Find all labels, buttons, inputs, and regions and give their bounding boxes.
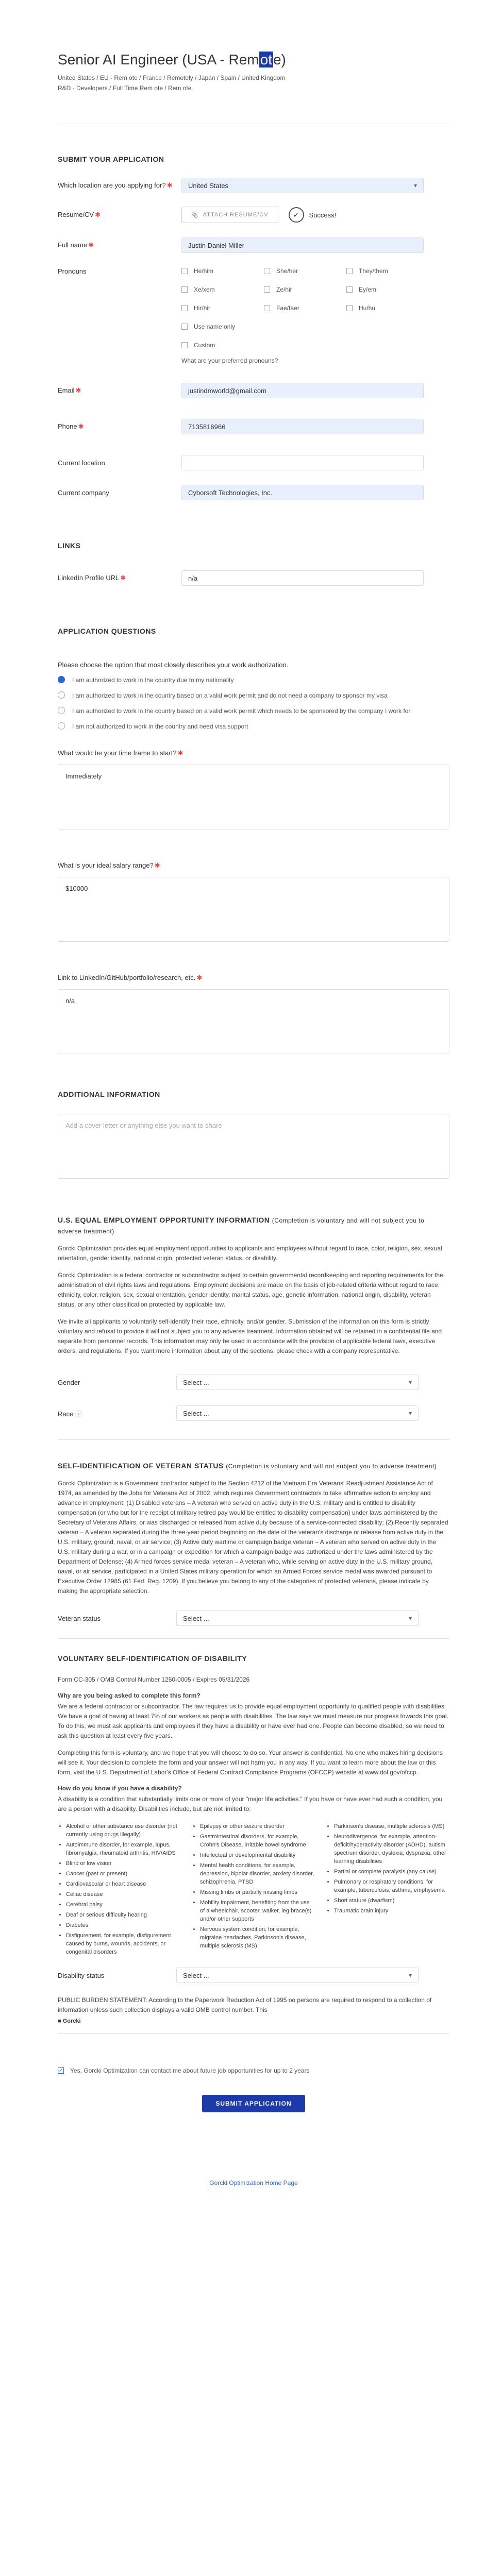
work-auth-option[interactable]: I am authorized to work in the country based on a valid work permit and do not need a company to sponsor my visa bbox=[58, 691, 449, 700]
disability-item: • Diabetes bbox=[66, 1921, 181, 1929]
divider bbox=[58, 1439, 449, 1440]
email-input[interactable]: justindmworld@gmail.com bbox=[181, 383, 424, 398]
disability-item: • Gastrointestinal disorders, for example, Crohn's Disease, irritable bowel syndrome bbox=[200, 1833, 315, 1849]
disability-item: • Missing limbs or partially missing limbs bbox=[200, 1888, 315, 1896]
disability-form-line: Form CC-305 / OMB Control Number 1250-0005 / Expires 05/31/2026 bbox=[58, 1676, 250, 1683]
pronoun-option[interactable]: Ze/hir bbox=[264, 286, 346, 293]
phone-input[interactable]: 7135816966 bbox=[181, 419, 424, 434]
divider bbox=[58, 1638, 449, 1639]
chevron-down-icon: ▾ bbox=[413, 182, 417, 189]
gender-label: Gender bbox=[58, 1378, 80, 1386]
footer bbox=[58, 2179, 449, 2187]
salary-answer[interactable]: $10000 bbox=[58, 877, 449, 942]
salary-question: What is your ideal salary range? ✱ bbox=[58, 861, 160, 869]
divider bbox=[58, 2033, 449, 2034]
attach-resume-button[interactable]: 📎 ATTACH RESUME/CV bbox=[181, 207, 278, 223]
checkbox[interactable] bbox=[264, 268, 270, 274]
radio-button[interactable] bbox=[58, 722, 65, 730]
checkbox[interactable] bbox=[181, 286, 188, 293]
disability-col-2 bbox=[192, 1822, 315, 1958]
disability-how-text: A disability is a condition that substantially limits one or more of your "major life activities." If you have or have ever had such a condition, you are a person with a disability. Disabilities include, but are not limited to: bbox=[58, 1795, 443, 1812]
disability-item: • Alcohol or other substance use disorder (not currently using drugs illegally) bbox=[66, 1822, 181, 1839]
work-auth-options bbox=[58, 676, 449, 731]
resume-label: Resume/CV ✱ bbox=[58, 211, 101, 218]
section-title-veteran: SELF-IDENTIFICATION OF VETERAN STATUS (Completion is voluntary and will not subject you to adverse treatment) bbox=[58, 1462, 437, 1470]
disability-list bbox=[58, 1822, 449, 1958]
additional-info-input[interactable]: Add a cover letter or anything else you want to share bbox=[58, 1114, 449, 1179]
radio-button[interactable] bbox=[58, 707, 65, 714]
disability-col-3 bbox=[326, 1822, 449, 1958]
section-title-links: LINKS bbox=[58, 541, 81, 550]
chevron-down-icon: ▾ bbox=[408, 1379, 412, 1386]
disability-item: • Disfigurement, for example, disfigurement caused by burns, wounds, accidents, or congenital disorders bbox=[66, 1931, 181, 1956]
disability-item: • Nervous system condition, for example, migraine headaches, Parkinson's disease, multiple sclerosis (MS) bbox=[200, 1925, 315, 1950]
pronoun-option[interactable]: He/him bbox=[181, 267, 264, 275]
disability-item: • Parkinson's disease, multiple sclerosis (MS) bbox=[334, 1822, 449, 1831]
disability-status-select[interactable]: Select ... ▾ bbox=[176, 1968, 419, 1983]
section-title-eeo: U.S. EQUAL EMPLOYMENT OPPORTUNITY INFORMATION (Completion is voluntary and will not subject you to adverse treatment) bbox=[58, 1216, 425, 1235]
pronoun-option[interactable]: Xe/xem bbox=[181, 286, 264, 293]
veteran-status-select[interactable]: Select ... ▾ bbox=[176, 1611, 419, 1626]
job-departments: R&D - Developers / Full Time Rem ote / Rem ote bbox=[58, 84, 192, 92]
pronoun-options bbox=[181, 267, 429, 312]
eeo-para-2: Gorcki Optimization is a federal contractor or subcontractor subject to certain governmental recordkeeping and reporting requirements for the administration of civil rights laws and regulations. Employment decisions are made on the basis of job-related criteria without regard to race, ethnicity, color, religion, sex, sexual orientation, gender identity, marital status, age, genetic information, national origin, disability, veteran status, or any other classification protected by applicable law. bbox=[58, 1272, 443, 1308]
eeo-para-1: Gorcki Optimization provides equal employment opportunities to applicants and employees without regard to race, color, religion, sex, sexual orientation, gender identity, national origin, protected veteran status, or disability. bbox=[58, 1245, 442, 1262]
pronoun-option[interactable]: Hu/hu bbox=[346, 304, 429, 312]
work-auth-question: Please choose the option that most closely describes your work authorization. bbox=[58, 661, 289, 669]
checkbox[interactable] bbox=[346, 305, 353, 311]
linkedin-input[interactable]: n/a bbox=[181, 570, 424, 586]
pronouns-group bbox=[181, 267, 429, 364]
pronoun-option[interactable]: She/her bbox=[264, 267, 346, 275]
checkbox[interactable] bbox=[181, 268, 188, 274]
disability-item: • Celiac disease bbox=[66, 1890, 181, 1899]
disability-item: • Cancer (past or present) bbox=[66, 1870, 181, 1878]
resume-success: ✓ Success! bbox=[289, 207, 337, 223]
work-auth-option[interactable]: I am authorized to work in the country due to my nationality bbox=[58, 676, 449, 684]
disability-item: • Cardiovascular or heart disease bbox=[66, 1880, 181, 1888]
disability-item: • Traumatic brain injury bbox=[334, 1907, 449, 1915]
portfolio-answer[interactable]: n/a bbox=[58, 989, 449, 1054]
pronoun-custom[interactable]: Custom bbox=[181, 342, 429, 349]
checkbox[interactable] bbox=[181, 342, 188, 348]
checkbox[interactable] bbox=[264, 286, 270, 293]
work-auth-option[interactable]: I am authorized to work in the country based on a valid work permit which needs to be sponsored by the company I work for bbox=[58, 707, 449, 715]
linkedin-label: LinkedIn Profile URL ✱ bbox=[58, 574, 126, 582]
start-question: What would be your time frame to start? ✱ bbox=[58, 749, 183, 757]
pronoun-option[interactable]: Fae/faer bbox=[264, 304, 346, 312]
location-label: Which location are you applying for? ✱ bbox=[58, 181, 173, 189]
section-title-questions: APPLICATION QUESTIONS bbox=[58, 627, 156, 635]
chevron-down-icon: ▾ bbox=[408, 1615, 412, 1622]
check-circle-icon: ✓ bbox=[289, 207, 304, 223]
checkbox[interactable] bbox=[181, 324, 188, 330]
disability-item: • Blind or low vision bbox=[66, 1859, 181, 1868]
submit-row bbox=[58, 2095, 449, 2112]
pronoun-name-only[interactable]: Use name only bbox=[181, 323, 429, 330]
veteran-status-label: Veteran status bbox=[58, 1614, 101, 1622]
disability-item: • Mobility impairment, benefiting from the use of a wheelchair, scooter, walker, leg brace(s) and/or other supports bbox=[200, 1899, 315, 1923]
info-icon[interactable]: ⓘ bbox=[75, 1410, 82, 1418]
disability-item: • Mental health conditions, for example, depression, bipolar disorder, anxiety disorder, schizophrenia, PTSD bbox=[200, 1861, 315, 1886]
pronoun-custom-question: What are your preferred pronouns? bbox=[181, 357, 278, 364]
disability-item: • Intellectual or developmental disability bbox=[200, 1851, 315, 1859]
phone-label: Phone ✱ bbox=[58, 422, 84, 430]
location-select[interactable]: United States ▾ bbox=[181, 178, 424, 193]
radio-button[interactable] bbox=[58, 676, 65, 683]
portfolio-question: Link to LinkedIn/GitHub/portfolio/research, etc. ✱ bbox=[58, 974, 203, 981]
pronoun-option[interactable]: Hir/hir bbox=[181, 304, 264, 312]
consent-text: Yes, Gorcki Optimization can contact me about future job opportunities for up to 2 years bbox=[70, 2067, 310, 2074]
disability-item: • Neurodivergence, for example, attention-deficit/hyperactivity disorder (ADHD), autism spectrum disorder, dyslexia, dyspraxia, other learning disabilities bbox=[334, 1833, 449, 1866]
eeo-para-3: We invite all applicants to voluntarily self-identify their race, ethnicity, and/or gender. Submission of the information on this form is strictly voluntary and refusal to provide it will not subject you to any adverse treatment. Information obtained will be retained in a confidential file and separate from personnel records. This information may only be used in accordance with the provision of applicable federal laws, executive orders, and regulations. If you want more information about any of the sections, please check with a company representative. bbox=[58, 1318, 442, 1354]
radio-button[interactable] bbox=[58, 691, 65, 699]
checkbox[interactable] bbox=[346, 268, 353, 274]
current-location-label: Current location bbox=[58, 459, 105, 467]
job-title-suffix: e) bbox=[273, 52, 286, 67]
email-label: Email ✱ bbox=[58, 386, 81, 394]
checkbox[interactable] bbox=[181, 305, 188, 311]
disability-item: • Autoimmune disorder, for example, lupus, fibromyalgia, rheumatoid arthritis, HIV/AIDS bbox=[66, 1841, 181, 1857]
job-locations: United States / EU - Rem ote / France / Remotely / Japan / Spain / United Kingdom bbox=[58, 74, 286, 81]
section-title-disability: VOLUNTARY SELF-IDENTIFICATION OF DISABILITY bbox=[58, 1654, 247, 1663]
current-company-label: Current company bbox=[58, 488, 109, 497]
start-answer[interactable]: Immediately bbox=[58, 765, 449, 829]
pronouns-label: Pronouns bbox=[58, 267, 87, 275]
job-title-text: Senior AI Engineer (USA - Rem bbox=[58, 52, 259, 67]
current-location-input[interactable] bbox=[181, 455, 424, 470]
disability-item: • Short stature (dwarfism) bbox=[334, 1896, 449, 1905]
veteran-para: Gorcki Optimization is a Government contractor subject to the Section 4212 of the Vietnam Era Veterans' Readjustment Assistance Act of 1974, as amended by the Jobs for Veterans Act of 2002, which requires Government contractors to take affirmative action to employ and advance in employment: (1) Disabled veterans – A veteran who served on active duty in the U.S. military and is entitled to disability compensation (or who but for the receipt of military retired pay would be entitled to disability compensation) under laws administered by the Secretary of Veterans Affairs, or was discharged or released from active duty because of a service-connected disability; (2) Recently separated veteran – A veteran separated during the three-year period beginning on the date of the veteran's discharge or release from active duty in the U.S. military, ground, naval, or air service; (3) Active duty wartime or campaign badge veteran – A veteran who served on active duty in the U.S. military during a war, or in a campaign or expedition for which a campaign badge was authorized under the laws administered by the Department of Defense; (4) Armed forces service medal veteran – A veteran who, while serving on active duty in the U.S. military ground, naval, or air service, participated in a United States military operation for which an Armed Forces service medal was awarded pursuant to Executive Order 12985 (61 Fed. Reg. 1209). If you believe you belong to any of the categories of protected veterans, please indicate by making the appropriate selection. bbox=[58, 1480, 448, 1595]
paperclip-icon: 📎 bbox=[191, 212, 199, 218]
check-icon[interactable]: ✓ bbox=[58, 2067, 63, 2074]
work-auth-option[interactable]: I am not authorized to work in the country and need visa support bbox=[58, 722, 449, 731]
disability-item: • Partial or complete paralysis (any cause) bbox=[334, 1868, 449, 1876]
race-select[interactable]: Select ... ▾ bbox=[176, 1405, 419, 1421]
disability-item: • Epilepsy or other seizure disorder bbox=[200, 1822, 315, 1831]
fullname-input[interactable]: Justin Daniel Miller bbox=[181, 238, 424, 253]
pronoun-option[interactable]: Ey/em bbox=[346, 286, 429, 293]
chevron-down-icon: ▾ bbox=[408, 1972, 412, 1979]
section-title-application: SUBMIT YOUR APPLICATION bbox=[58, 155, 164, 163]
job-title bbox=[58, 52, 449, 68]
home-page-link[interactable]: Gorcki Optimization Home Page bbox=[209, 2179, 298, 2187]
submit-application-button[interactable]: SUBMIT APPLICATION bbox=[202, 2095, 305, 2112]
disability-item: • Pulmonary or respiratory conditions, for example, tuberculosis, asthma, emphysema bbox=[334, 1878, 449, 1894]
section-title-additional: ADDITIONAL INFORMATION bbox=[58, 1090, 160, 1098]
consent-checkbox-row[interactable] bbox=[58, 2067, 449, 2074]
gorcki-logo: ■ Gorcki bbox=[58, 2018, 81, 2024]
disability-item: • Cerebral palsy bbox=[66, 1901, 181, 1909]
job-title-highlight: ot bbox=[260, 52, 272, 67]
disability-item: • Deaf or serious difficulty hearing bbox=[66, 1911, 181, 1919]
disability-status-label: Disability status bbox=[58, 1971, 105, 1979]
disability-col-1 bbox=[58, 1822, 181, 1958]
gender-select[interactable]: Select ... ▾ bbox=[176, 1375, 419, 1390]
chevron-down-icon: ▾ bbox=[408, 1410, 412, 1417]
checkbox[interactable] bbox=[264, 305, 270, 311]
public-burden-statement: PUBLIC BURDEN STATEMENT: According to the Paperwork Reduction Act of 1995 no persons are required to respond to a collection of information unless such collection displays a valid OMB control number. This bbox=[58, 1996, 432, 2013]
disability-voluntary-text: Completing this form is voluntary, and we hope that you will choose to do so. Your answer is confidential. No one who makes hiring decisions will see it. Your decision to complete the form and your answer will not harm you in any way. If you want to learn more about the law or this form, visit the U.S. Department of Labor's Office of Federal Contract Compliance Programs (OFCCP) website at www.dol.gov/ofccp. bbox=[58, 1749, 443, 1776]
disability-how-title: How do you know if you have a disability? bbox=[58, 1785, 182, 1792]
checkbox[interactable] bbox=[346, 286, 353, 293]
fullname-label: Full name ✱ bbox=[58, 241, 94, 249]
pronoun-option[interactable]: They/them bbox=[346, 267, 429, 275]
disability-why-title: Why are you being asked to complete this form? bbox=[58, 1692, 201, 1699]
current-company-input[interactable]: Cyborsoft Technologies, Inc. bbox=[181, 485, 424, 500]
disability-why-text: We are a federal contractor or subcontractor. The law requires us to provide equal employment opportunity to qualified people with disabilities. We have a goal of having at least 7% of our workers as people with disabilities. The law says we must measure our progress towards this goal. To do this, we must ask applicants and employees if they have a disability or have ever had one. People can become disabled, so we need to ask this question at least every five years. bbox=[58, 1703, 448, 1739]
race-label: Race ⓘ bbox=[58, 1410, 82, 1418]
